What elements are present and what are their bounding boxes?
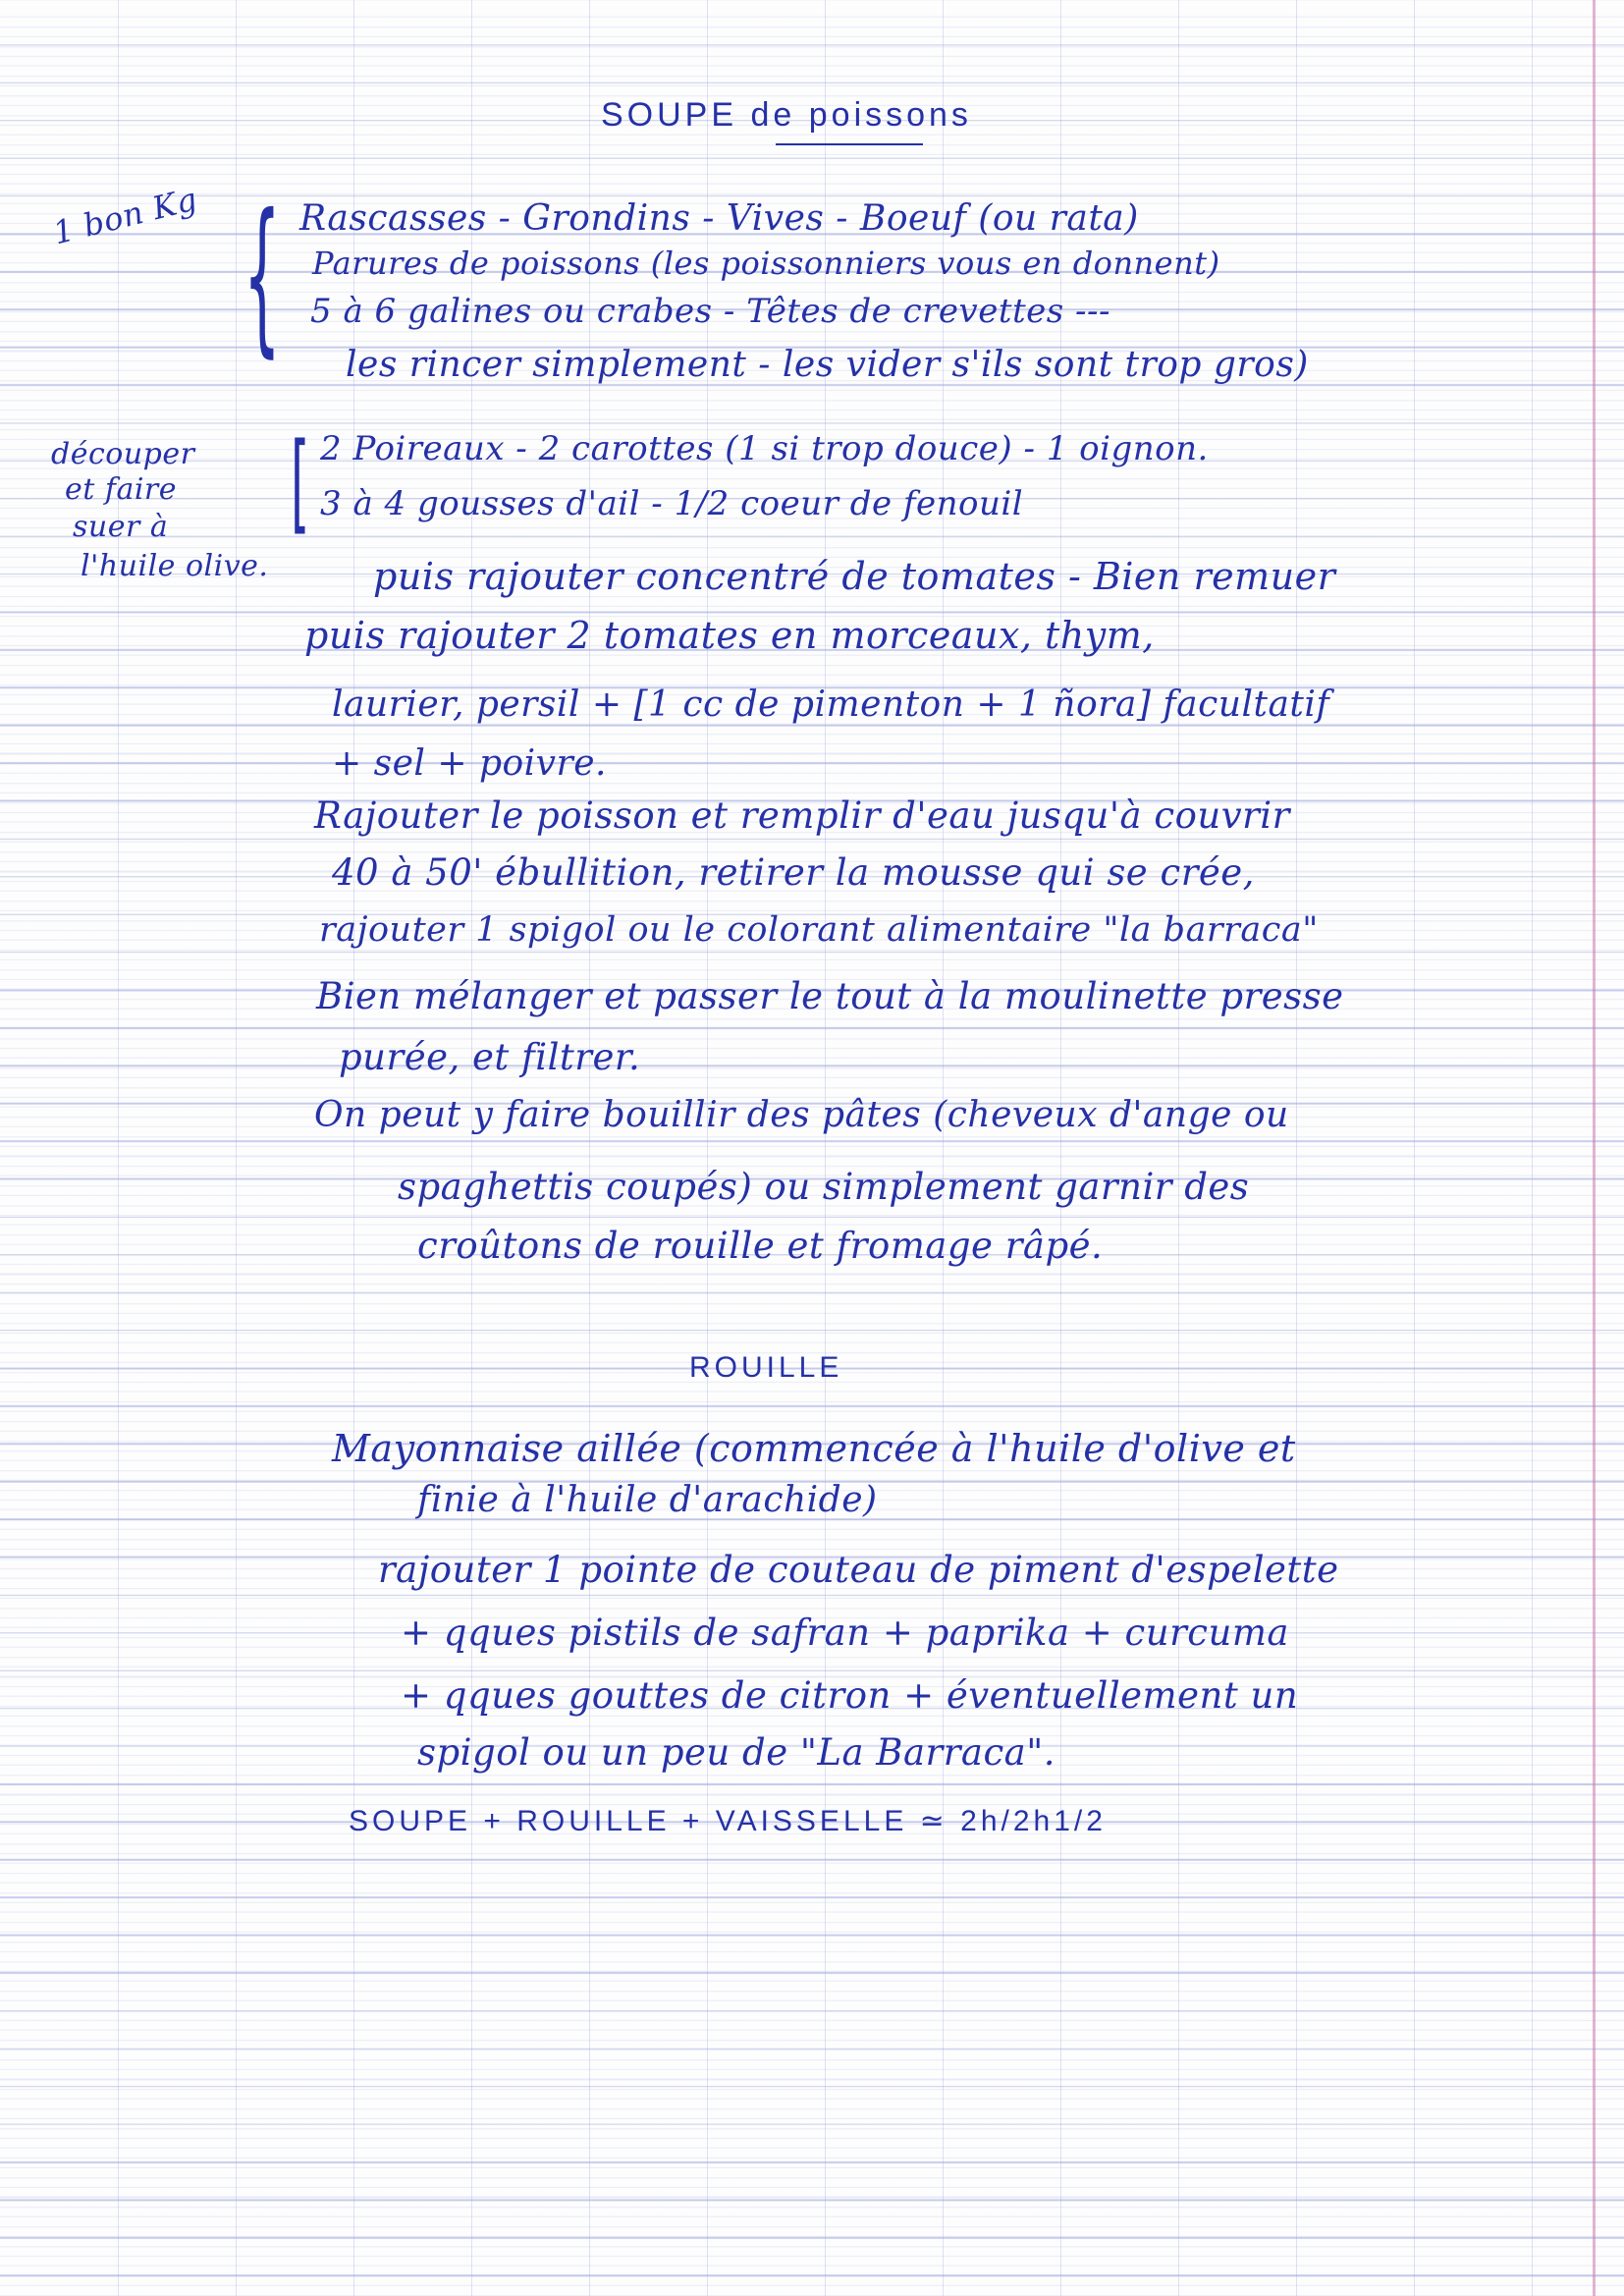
instruction-line: Bien mélanger et passer le tout à la moulinette presse bbox=[316, 975, 1344, 1017]
method-note-line: suer à bbox=[73, 510, 169, 544]
instruction-line: On peut y faire bouillir des pâtes (cheveux d'ange ou bbox=[314, 1095, 1289, 1135]
grid-line bbox=[1414, 0, 1415, 2296]
grid-line bbox=[236, 0, 237, 2296]
instruction-line: + sel + poivre. bbox=[332, 743, 607, 784]
rouille-title: ROUILLE bbox=[689, 1351, 843, 1384]
left-bracket: [ bbox=[291, 419, 310, 545]
grid-line bbox=[118, 0, 119, 2296]
instruction-line: croûtons de rouille et fromage râpé. bbox=[417, 1225, 1104, 1267]
margin-line bbox=[1593, 0, 1596, 2296]
rouille-line: spigol ou un peu de "La Barraca". bbox=[417, 1731, 1056, 1774]
instruction-line: Rajouter le poisson et remplir d'eau jusqu'à couvrir bbox=[314, 794, 1290, 837]
instruction-line: laurier, persil + [1 cc de pimenton + 1 ñora] facultatif bbox=[332, 684, 1330, 725]
instruction-line: puis rajouter 2 tomates en morceaux, thym, bbox=[304, 614, 1155, 657]
grid-line bbox=[1532, 0, 1533, 2296]
ingredient-line: Parures de poissons (les poissonniers vous en donnent) bbox=[312, 245, 1220, 282]
method-note-line: découper bbox=[51, 437, 195, 471]
method-note-line: et faire bbox=[65, 472, 178, 507]
rouille-line: + qques pistils de safran + paprika + curcuma bbox=[401, 1612, 1289, 1654]
rouille-line: + qques gouttes de citron + éventuellement un bbox=[401, 1674, 1299, 1717]
rouille-line: Mayonnaise aillée (commencée à l'huile d'olive et bbox=[332, 1427, 1296, 1470]
vegetable-line: 2 Poireaux - 2 carottes (1 si trop douce) - 1 oignon. bbox=[320, 429, 1209, 468]
title-underline bbox=[776, 143, 923, 145]
rouille-line: rajouter 1 pointe de couteau de piment d'espelette bbox=[378, 1549, 1339, 1591]
quantity-note: 1 bon Kg bbox=[49, 180, 201, 252]
instruction-line: 40 à 50' ébullition, retirer la mousse qui se crée, bbox=[332, 851, 1255, 894]
instruction-line: spaghettis coupés) ou simplement garnir des bbox=[398, 1166, 1250, 1208]
ingredient-line: Rascasses - Grondins - Vives - Boeuf (ou rata) bbox=[299, 198, 1139, 239]
instruction-line: rajouter 1 spigol ou le colorant alimentaire "la barraca" bbox=[319, 910, 1319, 950]
ingredient-line: 5 à 6 galines ou crabes - Têtes de crevettes --- bbox=[310, 292, 1110, 331]
total-time-line: SOUPE + ROUILLE + VAISSELLE ≃ 2h/2h1/2 bbox=[349, 1805, 1107, 1837]
vegetable-line: 3 à 4 gousses d'ail - 1/2 coeur de fenouil bbox=[320, 484, 1024, 523]
recipe-title: SOUPE de poissons bbox=[601, 96, 972, 134]
left-brace: { bbox=[244, 179, 281, 373]
rouille-line: finie à l'huile d'arachide) bbox=[417, 1480, 878, 1520]
instruction-line: puis rajouter concentré de tomates - Bien remuer bbox=[373, 555, 1336, 598]
instruction-line: purée, et filtrer. bbox=[339, 1036, 641, 1078]
method-note-line: l'huile olive. bbox=[81, 549, 269, 583]
ingredient-line: les rincer simplement - les vider s'ils sont trop gros) bbox=[346, 345, 1309, 385]
